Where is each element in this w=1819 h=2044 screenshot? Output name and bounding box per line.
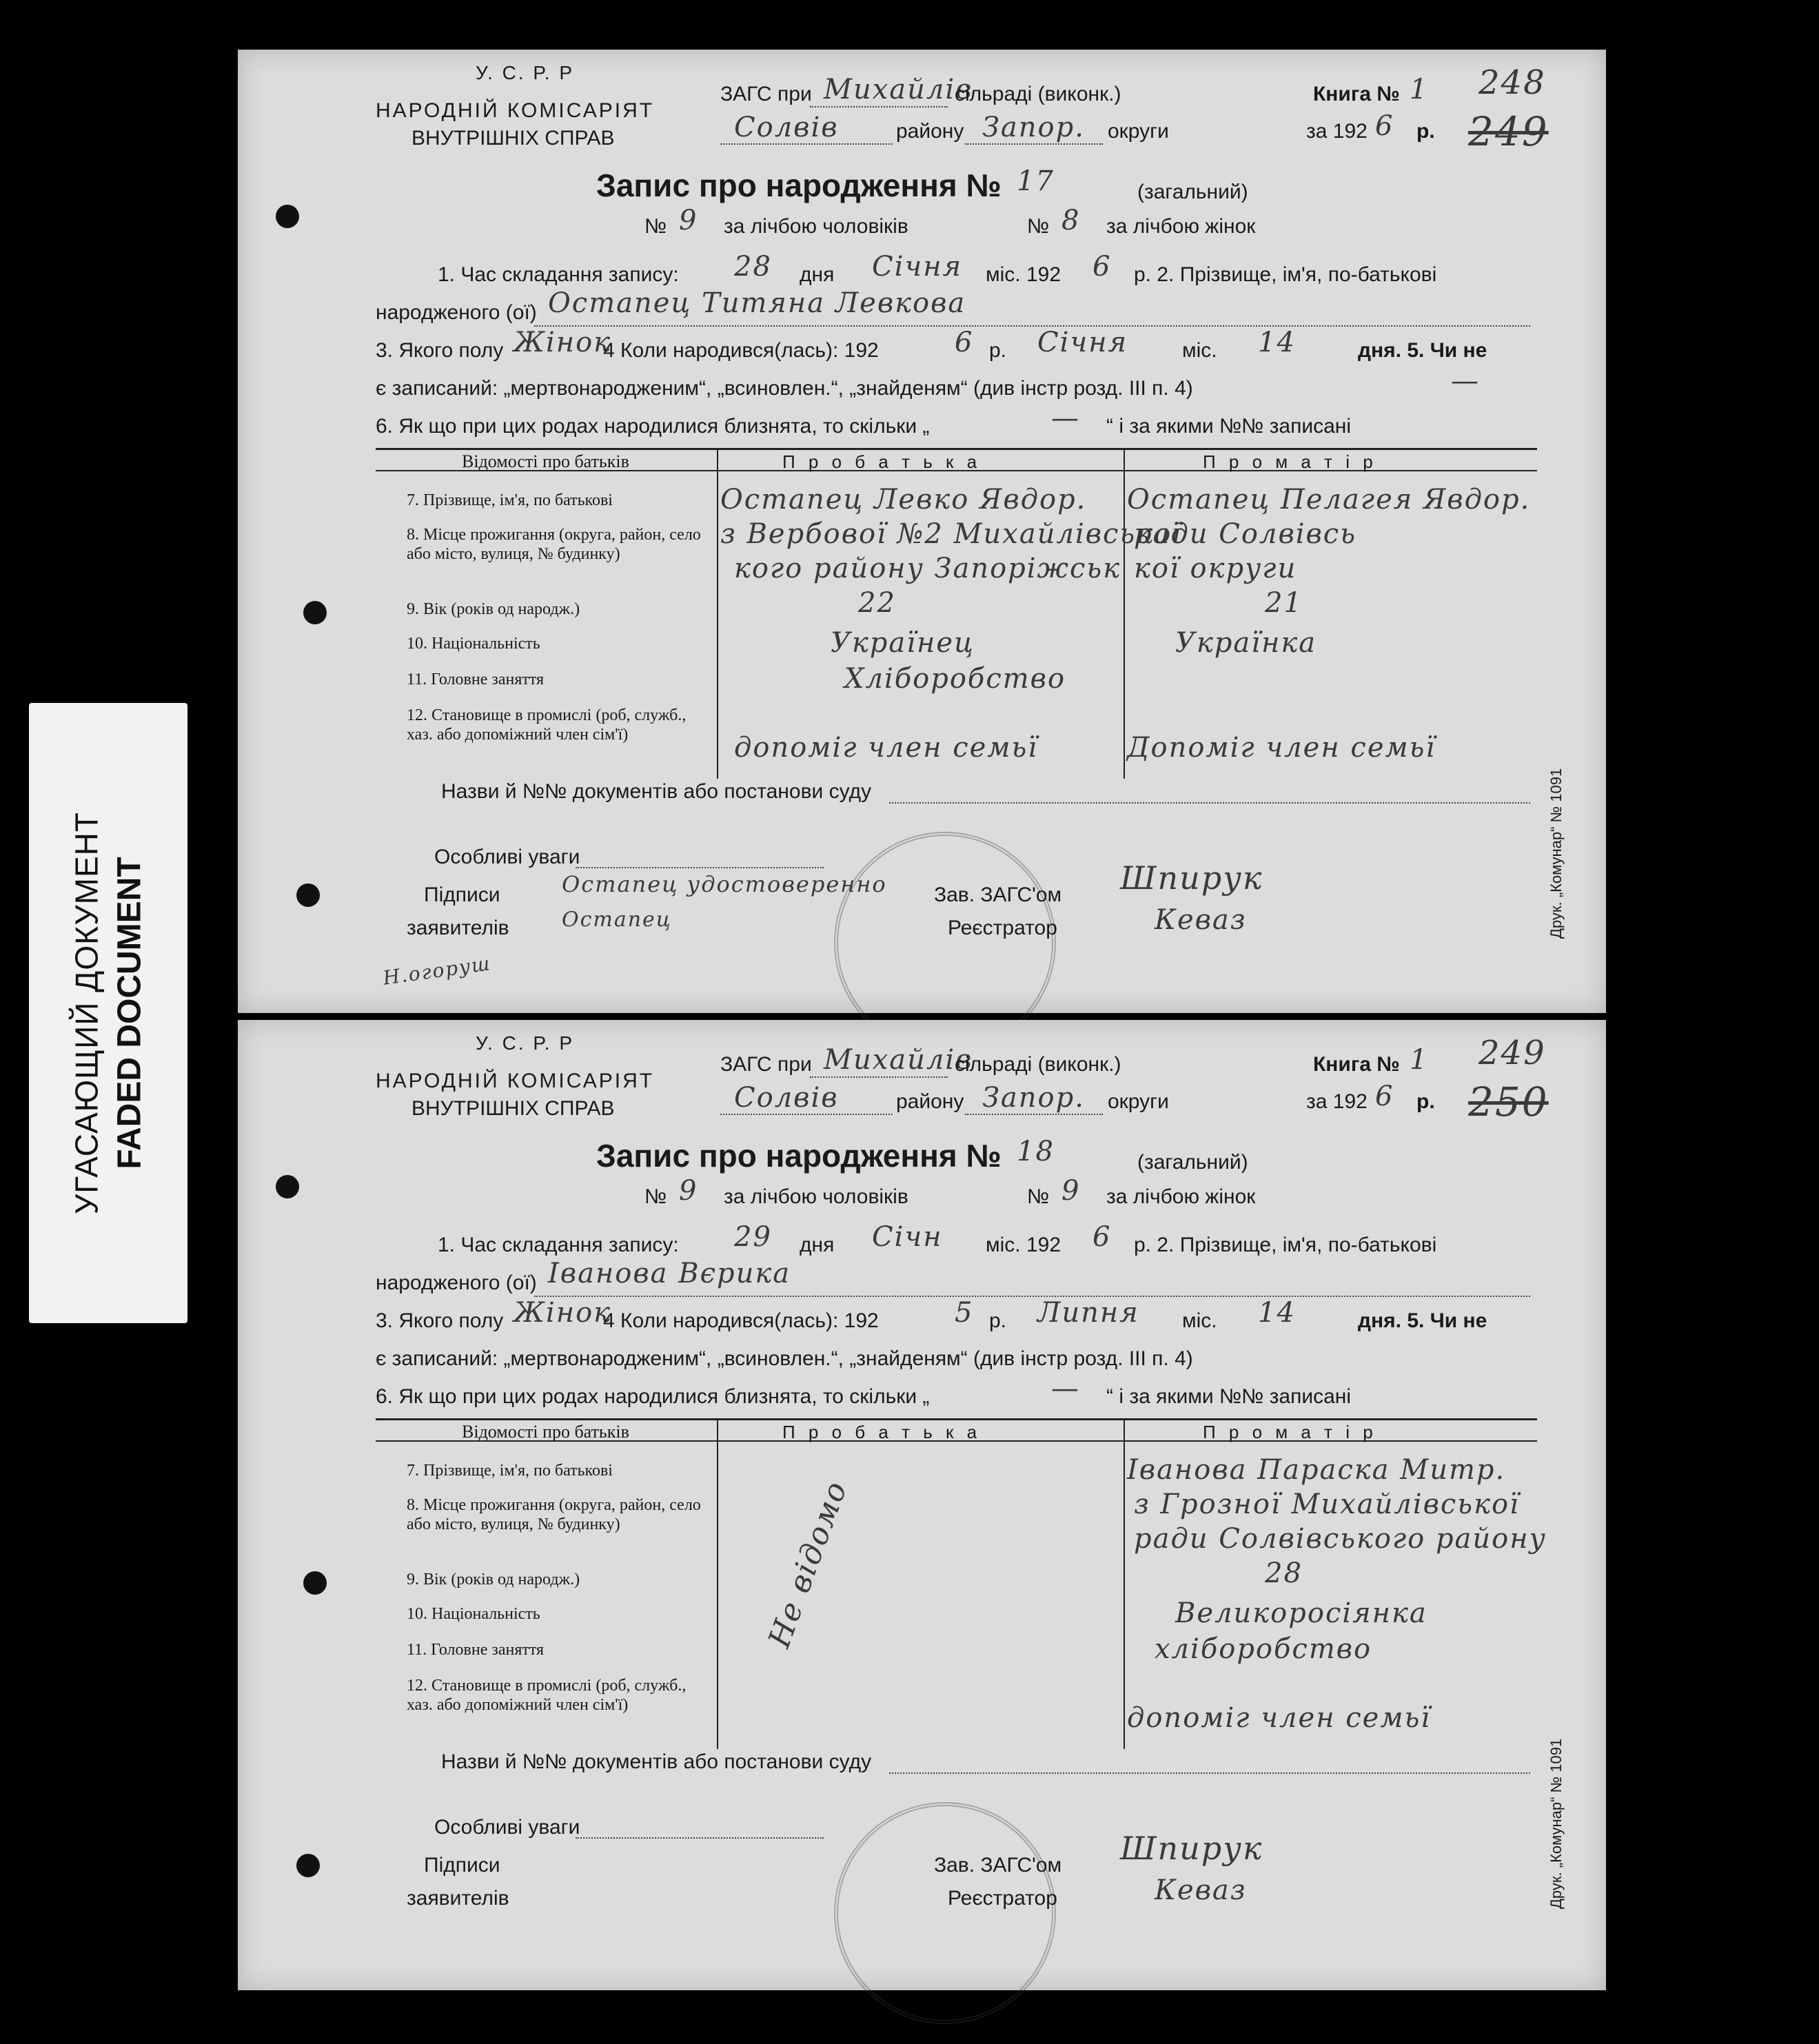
table-divider: [717, 1418, 718, 1749]
faded-label-ru: УГАСАЮЩИЙ ДОКУМЕНТ: [68, 812, 105, 1214]
signatures-label: Підписи: [424, 883, 500, 906]
year-value: 6: [1375, 110, 1394, 142]
book-num: 248: [1478, 63, 1546, 102]
docs-label: Назви й №№ документів або постанови суду: [441, 780, 872, 803]
registrar-label: Реєстратор: [948, 1887, 1057, 1910]
header-ussr: У. С. Р. Р: [476, 62, 575, 83]
male-no-value: 9: [679, 1175, 698, 1207]
okrug-label: округи: [1108, 120, 1169, 143]
line1-month-label: міс. 192: [986, 1234, 1061, 1256]
punch-hole: [303, 1571, 327, 1595]
line3-suffix: дня. 5. Чи не: [1358, 339, 1487, 362]
row-label-age: 9. Вік (років од народж.): [407, 600, 580, 618]
zags-suffix: сільраді (виконк.): [955, 1053, 1121, 1076]
book-value: 1: [1410, 1044, 1429, 1076]
line5-suffix: “ і за якими №№ записані: [1106, 1385, 1352, 1408]
mother-age: 21: [1265, 587, 1303, 619]
table-divider: [1124, 448, 1125, 779]
mother-occupation: хліборобство: [1155, 1633, 1372, 1665]
sex-value: Жінок: [514, 327, 612, 358]
row-label-address: 8. Місце прожигання (округа, район, село або місто, вулиця, № будинку): [407, 526, 701, 563]
zags-head-label: Зав. ЗАГС'ом: [934, 883, 1062, 906]
father-age: 22: [858, 587, 896, 619]
mother-address-2: ради Солвівського району: [1134, 1523, 1547, 1555]
notes-label: Особливі уваги: [434, 846, 580, 868]
book-value: 1: [1410, 74, 1429, 105]
year-label: за 192: [1306, 120, 1368, 143]
col-header-father: П р о б а т ь к а: [782, 451, 982, 472]
okrug-value: Запор.: [982, 112, 1085, 143]
signatures-label: Підписи: [424, 1854, 500, 1877]
father-name: Остапец Левко Явдор.: [720, 484, 1087, 515]
district-value: Солвів: [734, 1082, 839, 1114]
line1-day: 29: [734, 1221, 772, 1253]
father-unknown-note: Не відомо: [762, 1475, 855, 1653]
book-label: Книга №: [1313, 83, 1400, 105]
header-internal-affairs: ВНУТРІШНІХ СПРАВ: [411, 1097, 615, 1120]
birth-year: 5: [955, 1297, 974, 1329]
applicant-signature-1: Остапец удостоверенно: [562, 871, 887, 897]
punch-hole: [303, 601, 327, 624]
male-no-label: №: [644, 1185, 667, 1208]
head-signature: Шпирук: [1120, 859, 1263, 897]
female-no-value: 9: [1061, 1175, 1081, 1207]
sex-value: Жінок: [514, 1297, 612, 1329]
col-header-mother: П р о м а т і р: [1203, 451, 1377, 472]
twins-value: —: [1051, 1373, 1080, 1404]
notes-label: Особливі уваги: [434, 1816, 580, 1839]
year-suffix: р.: [1416, 120, 1435, 143]
header-commissariat: НАРОДНІЙ КОМІСАРІЯТ: [376, 1070, 655, 1092]
row-label-name: 7. Прізвище, ім'я, по батькові: [407, 491, 613, 509]
mother-nationality: Великоросіянка: [1175, 1597, 1427, 1629]
record-number: 17: [1017, 165, 1055, 197]
head-signature: Шпирук: [1120, 1830, 1263, 1867]
line2-label: народженого (ої): [376, 301, 537, 324]
line3-month-label: міс.: [1182, 339, 1217, 362]
line1-year: 6: [1093, 251, 1112, 283]
official-stamp: [834, 1802, 1056, 2024]
okrug-label: округи: [1108, 1090, 1169, 1113]
female-count-label: за лічбою жінок: [1106, 215, 1256, 238]
row-label-age: 9. Вік (років од народж.): [407, 1571, 580, 1588]
line1-year: 6: [1093, 1221, 1112, 1253]
record-number: 18: [1017, 1136, 1055, 1167]
district-label: району: [896, 120, 964, 143]
year-num: 250: [1468, 1079, 1549, 1125]
father-nationality: Українец: [831, 627, 975, 659]
twins-value: —: [1051, 402, 1080, 434]
mother-name: Остапец Пелагея Явдор.: [1127, 484, 1531, 515]
mother-status: допоміг член семьї: [1127, 1702, 1432, 1734]
mother-address-1: з Грозної Михайлівської: [1134, 1489, 1520, 1520]
birth-day: 14: [1258, 327, 1296, 358]
docs-label: Назви й №№ документів або постанови суду: [441, 1750, 872, 1773]
line1-suffix: р. 2. Прізвище, ім'я, по-батькові: [1134, 1234, 1437, 1256]
zags-value: Михайлів: [824, 74, 973, 105]
father-address-2: кого району Запоріжськ: [734, 553, 1121, 584]
zags-head-label: Зав. ЗАГС'ом: [934, 1854, 1062, 1877]
line1-day-label: дня: [800, 1234, 835, 1256]
line3-label: 3. Якого полу: [376, 1309, 504, 1332]
registrar-signature: Кеваз: [1155, 904, 1247, 936]
line1-suffix: р. 2. Прізвище, ім'я, по-батькові: [1134, 263, 1437, 286]
child-name: Іванова Вєрика: [548, 1258, 791, 1289]
line3-r: р.: [989, 1309, 1007, 1332]
line5-suffix: “ і за якими №№ записані: [1106, 415, 1352, 438]
row-label-nationality: 10. Національність: [407, 635, 540, 653]
col-header-info: Відомості про батьків: [462, 451, 629, 471]
applicants-label: заявителів: [407, 917, 509, 939]
line3-mid: 4 Коли народився(лась): 192: [603, 339, 879, 362]
mother-name: Іванова Параска Митр.: [1127, 1454, 1506, 1486]
female-count-label: за лічбою жінок: [1106, 1185, 1256, 1208]
district-label: району: [896, 1090, 964, 1113]
col-header-info: Відомості про батьків: [462, 1422, 629, 1442]
faded-document-label: [29, 703, 187, 1323]
birth-day: 14: [1258, 1297, 1296, 1329]
record-title: Запис про народження №: [596, 167, 1002, 203]
row-label-occupation: 11. Головне заняття: [407, 671, 545, 688]
line3-mid: 4 Коли народився(лась): 192: [603, 1309, 879, 1332]
registrar-label: Реєстратор: [948, 917, 1057, 939]
birth-record-form-1: [238, 50, 1606, 1013]
punch-hole: [296, 883, 320, 907]
female-no-label: №: [1027, 215, 1050, 238]
line1-month: Січня: [872, 251, 963, 283]
line3-month-label: міс.: [1182, 1309, 1217, 1332]
line1-prefix: 1. Час складання запису:: [438, 263, 679, 286]
zags-prefix: ЗАГС при: [720, 1053, 812, 1076]
col-header-father: П р о б а т ь к а: [782, 1422, 982, 1442]
margin-note: Н.огоруш: [381, 952, 493, 990]
printer-mark: Друк. „Комунар“ № 1091: [1547, 1738, 1565, 1909]
year-suffix: р.: [1416, 1090, 1435, 1113]
father-address-1: з Вербової №2 Михайлівської: [720, 518, 1182, 550]
row-label-status: 12. Становище в промислі (роб, служб., хаз. або допоміжний член сім'ї): [407, 706, 687, 744]
birth-month: Липня: [1037, 1297, 1139, 1329]
father-status: допоміг член семьї: [734, 732, 1039, 764]
line1-prefix: 1. Час складання запису:: [438, 1234, 679, 1256]
zags-value: Михайлів: [824, 1044, 973, 1076]
row-label-name: 7. Прізвище, ім'я, по батькові: [407, 1462, 613, 1480]
record-title: Запис про народження №: [596, 1138, 1002, 1174]
row-label-status: 12. Становище в промислі (роб, служб., хаз. або допоміжний член сім'ї): [407, 1677, 687, 1714]
father-occupation: Хліборобство: [844, 663, 1066, 695]
male-count-label: за лічбою чоловіків: [724, 215, 908, 238]
female-no-value: 8: [1061, 205, 1081, 236]
mother-nationality: Українка: [1175, 627, 1317, 659]
year-label: за 192: [1306, 1090, 1368, 1113]
zags-suffix: сільраді (виконк.): [955, 83, 1121, 105]
printer-mark: Друк. „Комунар“ № 1091: [1547, 768, 1565, 939]
mother-address-1: ради Солвівсь: [1134, 518, 1356, 550]
birth-record-form-2: [238, 1020, 1606, 1990]
birth-year: 6: [955, 327, 974, 358]
book-label: Книга №: [1313, 1053, 1400, 1076]
line5-text: 6. Як що при цих родах народилися близнята, то скільки „: [376, 1385, 930, 1408]
table-divider: [1124, 1418, 1125, 1749]
header-internal-affairs: ВНУТРІШНІХ СПРАВ: [411, 127, 615, 150]
line5-text: 6. Як що при цих родах народилися близнята, то скільки „: [376, 415, 930, 438]
line3-r: р.: [989, 339, 1007, 362]
line4-text: є записаний: „мертвонародженим“, „всиновлен.“, „знайденям“ (див інстр розд. III п. 4): [376, 1347, 1193, 1370]
applicant-signature-2: Остапец: [562, 908, 672, 932]
col-header-mother: П р о м а т і р: [1203, 1422, 1377, 1442]
table-top-rule: [376, 1418, 1537, 1420]
line2-label: народженого (ої): [376, 1271, 537, 1294]
punch-hole: [276, 1175, 299, 1198]
line4-text: є записаний: „мертвонародженим“, „всиновлен.“, „знайденям“ (див інстр розд. III п. 4): [376, 377, 1193, 400]
mother-status: Допоміг член семьї: [1127, 732, 1436, 764]
punch-hole: [276, 205, 299, 228]
year-num: 249: [1468, 108, 1549, 155]
row-label-address: 8. Місце прожигання (округа, район, село або місто, вулиця, № будинку): [407, 1496, 701, 1533]
row-label-occupation: 11. Головне заняття: [407, 1641, 545, 1659]
header-commissariat: НАРОДНІЙ КОМІСАРІЯТ: [376, 99, 655, 122]
applicants-label: заявителів: [407, 1887, 509, 1910]
record-title-suffix: (загальний): [1137, 181, 1248, 203]
line3-suffix: дня. 5. Чи не: [1358, 1309, 1487, 1332]
line4-value: —: [1451, 365, 1480, 397]
male-no-value: 9: [679, 205, 698, 236]
table-divider: [717, 448, 718, 779]
year-value: 6: [1375, 1081, 1394, 1112]
record-title-suffix: (загальний): [1137, 1151, 1248, 1174]
mother-age: 28: [1265, 1557, 1303, 1589]
line1-month: Січн: [872, 1221, 943, 1253]
okrug-value: Запор.: [982, 1082, 1085, 1114]
mother-address-2: кої округи: [1134, 553, 1297, 584]
line1-day: 28: [734, 251, 772, 283]
registrar-signature: Кеваз: [1155, 1874, 1247, 1906]
punch-hole: [296, 1854, 320, 1877]
female-no-label: №: [1027, 1185, 1050, 1208]
birth-month: Січня: [1037, 327, 1128, 358]
male-no-label: №: [644, 215, 667, 238]
book-num: 249: [1478, 1034, 1546, 1072]
faded-label-en: FADED DOCUMENT: [111, 857, 148, 1169]
child-name: Остапец Титяна Левкова: [548, 287, 966, 319]
line1-day-label: дня: [800, 263, 835, 286]
zags-prefix: ЗАГС при: [720, 83, 812, 105]
line3-label: 3. Якого полу: [376, 339, 504, 362]
table-top-rule: [376, 448, 1537, 450]
header-ussr: У. С. Р. Р: [476, 1032, 575, 1054]
district-value: Солвів: [734, 112, 839, 143]
row-label-nationality: 10. Національність: [407, 1605, 540, 1623]
line1-month-label: міс. 192: [986, 263, 1061, 286]
male-count-label: за лічбою чоловіків: [724, 1185, 908, 1208]
